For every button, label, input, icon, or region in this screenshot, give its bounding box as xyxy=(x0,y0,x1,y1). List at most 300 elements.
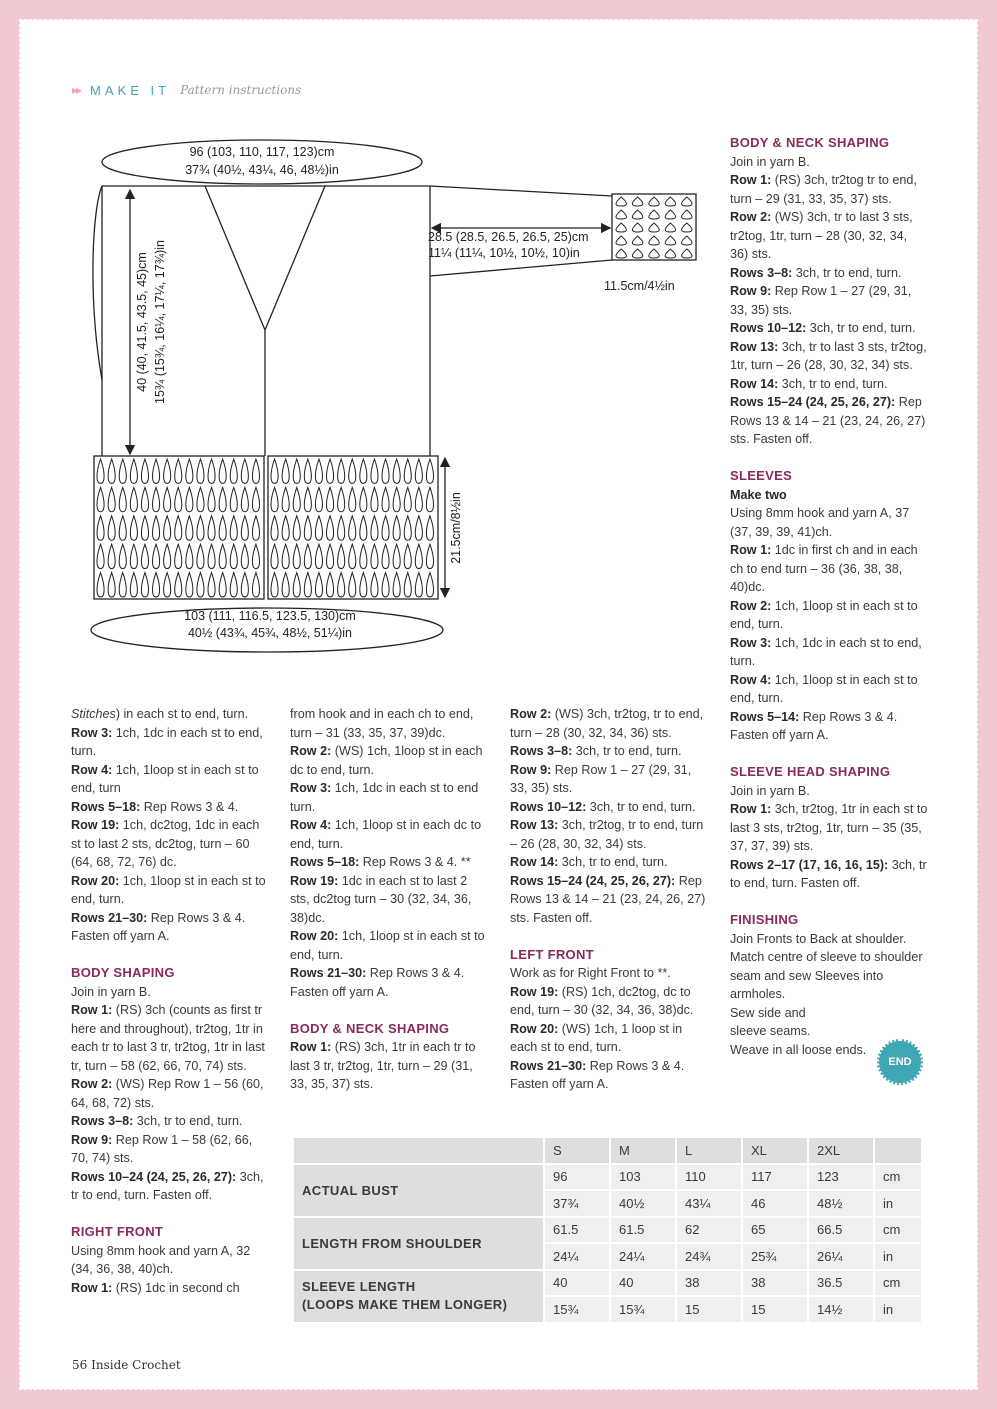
loop-stitch xyxy=(649,223,659,232)
arrow-icon: ▸▸ xyxy=(72,83,81,97)
loop-stitch xyxy=(415,459,422,483)
loop-stitch xyxy=(616,210,626,219)
loop-stitch xyxy=(338,459,345,483)
size-table xyxy=(292,1136,923,1324)
loop-stitch xyxy=(371,516,378,540)
loop-stitch xyxy=(426,487,433,511)
loop-stitch xyxy=(327,487,334,511)
loop-stitch xyxy=(175,516,182,540)
loop-stitch xyxy=(208,573,215,597)
loop-stitch xyxy=(252,516,259,540)
table-unit: cm xyxy=(874,1164,922,1191)
loop-stitch xyxy=(230,516,237,540)
table-unit: in xyxy=(874,1296,922,1323)
row-label: LENGTH FROM SHOULDER xyxy=(293,1217,544,1270)
loop-stitch xyxy=(616,249,626,258)
row-2: Row 2: (WS) Rep Row 1 – 56 (60, 64, 68, 72) sts. xyxy=(71,1077,264,1110)
loop-stitch xyxy=(97,544,104,568)
loop-stitch xyxy=(293,459,300,483)
side-drape xyxy=(93,186,102,380)
loop-stitch xyxy=(382,516,389,540)
row-19: Row 19: 1dc in each st to last 2 sts, dc2tog turn – 30 (32, 34, 36, 38)dc. xyxy=(290,873,472,925)
text-line: sleeve seams. xyxy=(730,1024,811,1038)
loop-stitch xyxy=(108,516,115,540)
loop-stitch xyxy=(682,236,692,245)
table-cell: 24¼ xyxy=(610,1243,676,1270)
loop-stitch xyxy=(632,197,642,206)
row-1: Row 1: 1dc in first ch and in each ch to end turn – 36 (36, 38, 38, 40)dc. xyxy=(730,543,918,594)
loop-stitch xyxy=(108,487,115,511)
loop-stitch xyxy=(119,544,126,568)
row-13: Row 13: 3ch, tr2tog, tr to end, turn – 26 (28, 30, 32, 34) sts. xyxy=(510,818,704,851)
loop-stitch xyxy=(404,487,411,511)
loop-stitch xyxy=(141,487,148,511)
loop-stitch xyxy=(164,516,171,540)
table-row xyxy=(293,1270,922,1297)
loop-stitch xyxy=(97,516,104,540)
loop-stitch xyxy=(186,544,193,568)
loop-stitch xyxy=(219,516,226,540)
text-line: Stitches) in each st to end, turn. xyxy=(71,707,249,721)
loop-stitch xyxy=(208,516,215,540)
row-4: Row 4: 1ch, 1loop st in each dc to end, turn. xyxy=(290,818,482,851)
row-1: Row 1: (RS) 3ch, tr2tog tr to end, turn – 29 (31, 33, 35, 37) sts. xyxy=(730,173,917,206)
loop-stitch xyxy=(175,573,182,597)
row-9: Row 9: Rep Row 1 – 27 (29, 31, 33, 35) sts. xyxy=(730,284,912,317)
table-cell: 110 xyxy=(676,1164,742,1191)
table-cell: 24¾ xyxy=(676,1243,742,1270)
loop-stitch xyxy=(119,516,126,540)
row-19: Row 19: (RS) 1ch, dc2tog, dc to end, turn – 30 (32, 34, 36, 38)dc. xyxy=(510,984,694,1017)
table-cell: 43¼ xyxy=(676,1190,742,1217)
loop-stitch xyxy=(271,544,278,568)
table-row xyxy=(293,1164,922,1191)
table-cell: 65 xyxy=(742,1217,808,1244)
loop-stitch xyxy=(304,487,311,511)
table-unit: in xyxy=(874,1243,922,1270)
table-unit: cm xyxy=(874,1270,922,1297)
row-13: Row 13: 3ch, tr to last 3 sts, tr2tog, 1tr, turn – 26 (28, 30, 32, 34) sts. xyxy=(730,339,927,372)
row-1: Row 1: (RS) 1dc in second ch xyxy=(71,1280,240,1295)
header-subtitle: Pattern instructions xyxy=(180,83,302,97)
table-cell: 123 xyxy=(808,1164,874,1191)
loop-stitch xyxy=(616,236,626,245)
loop-stitch xyxy=(665,223,675,232)
table-cell: 62 xyxy=(676,1217,742,1244)
row-20: Row 20: (WS) 1ch, 1 loop st in each st to end, turn. xyxy=(510,1021,683,1054)
sleeve-cm: 28.5 (28.5, 26.5, 26.5, 25)cm xyxy=(428,230,589,244)
rows-10-12: Rows 10–12: 3ch, tr to end, turn. xyxy=(510,799,696,814)
loop-stitch xyxy=(404,516,411,540)
loop-stitch xyxy=(153,544,160,568)
length-cm: 40 (40, 41.5, 43.5, 45)cm xyxy=(135,252,149,392)
loop-stitch xyxy=(230,544,237,568)
loop-stitch xyxy=(349,573,356,597)
loop-stitch xyxy=(164,573,171,597)
loop-stitch xyxy=(338,487,345,511)
length-in: 15¾ (15¾, 16¼, 17¼, 17¾)in xyxy=(153,239,167,405)
loop-stitch xyxy=(315,544,322,568)
loop-stitch xyxy=(327,459,334,483)
loop-stitch xyxy=(304,459,311,483)
page-header xyxy=(72,80,301,100)
loop-stitch xyxy=(304,573,311,597)
loop-stitch xyxy=(141,544,148,568)
rows-2-17: Rows 2–17 (17, 16, 16, 15): 3ch, tr to end, turn. Fasten off. xyxy=(730,857,927,890)
table-cell: 15¾ xyxy=(544,1296,610,1323)
loop-stitch xyxy=(219,487,226,511)
loop-stitch xyxy=(304,544,311,568)
row-20: Row 20: 1ch, 1loop st in each st to end, turn. xyxy=(71,873,266,906)
table-cell: 40½ xyxy=(610,1190,676,1217)
row-9: Row 9: Rep Row 1 – 58 (62, 66, 70, 74) sts. xyxy=(71,1132,253,1165)
row-1: Row 1: (RS) 3ch (counts as first tr here and throughout), tr2tog, 1tr in each tr to last 3 tr, tr2tog, 1tr in last tr, turn – 58 (62, 66, 70, 74) sts. xyxy=(71,1003,265,1073)
loop-stitch xyxy=(119,459,126,483)
row-1: Row 1: (RS) 3ch, 1tr in each tr to last 3 tr, tr2tog, 1tr, turn – 29 (31, 33, 35, 37) sts. xyxy=(290,1040,476,1091)
loop-stitch xyxy=(293,487,300,511)
section-heading: LEFT FRONT xyxy=(510,946,594,962)
row-2: Row 2: (WS) 3ch, tr2tog, tr to end, turn – 28 (30, 32, 34, 36) sts. xyxy=(510,707,704,740)
table-cell: 24¼ xyxy=(544,1243,610,1270)
loop-stitch xyxy=(649,236,659,245)
loop-stitch xyxy=(208,487,215,511)
loop-stitch xyxy=(153,516,160,540)
loop-stitch xyxy=(665,236,675,245)
row-20: Row 20: 1ch, 1loop st in each st to end, turn. xyxy=(290,929,485,962)
text-line: Join in yarn B. xyxy=(730,783,810,798)
rows-5-14: Rows 5–14: Rep Rows 3 & 4. Fasten off yarn A. xyxy=(730,709,898,742)
cuff-loops xyxy=(616,197,692,258)
loop-stitch xyxy=(252,544,259,568)
rows-3-8: Rows 3–8: 3ch, tr to end, turn. xyxy=(71,1114,243,1128)
loop-stitch xyxy=(130,516,137,540)
loop-stitch xyxy=(282,487,289,511)
loop-stitch xyxy=(219,573,226,597)
loop-stitch xyxy=(230,487,237,511)
text-line: Sew side and xyxy=(730,1005,806,1020)
table-cell: 14½ xyxy=(808,1296,874,1323)
end-badge: END xyxy=(877,1039,923,1085)
row-14: Row 14: 3ch, tr to end, turn. xyxy=(510,855,668,869)
body-outline xyxy=(102,186,430,456)
text-line: Join Fronts to Back at shoulder. Match centre of sleeve to shoulder seam and sew Sleeves into armholes. xyxy=(730,931,923,1001)
loop-stitch xyxy=(404,544,411,568)
loop-stitch xyxy=(282,459,289,483)
loop-stitch xyxy=(219,544,226,568)
loop-stitch xyxy=(632,249,642,258)
text-line: Make two xyxy=(730,487,787,502)
loop-stitch xyxy=(682,210,692,219)
table-cell: 40 xyxy=(610,1270,676,1297)
bottom-width-in: 40½ (43¾, 45¾, 48½, 51¼)in xyxy=(187,626,353,640)
loop-stitch xyxy=(616,223,626,232)
loop-stitch xyxy=(108,573,115,597)
loop-stitch xyxy=(426,459,433,483)
rows-21-30: Rows 21–30: Rep Rows 3 & 4. Fasten off yarn A. xyxy=(290,966,465,999)
loop-stitch xyxy=(415,516,422,540)
top-width-in: 37¾ (40½, 43¼, 46, 48½)in xyxy=(185,163,339,177)
page-footer xyxy=(72,1358,181,1372)
loop-stitch xyxy=(130,459,137,483)
header-title: MAKE IT xyxy=(90,82,171,98)
loop-stitch xyxy=(141,516,148,540)
loop-stitch xyxy=(349,459,356,483)
row-14: Row 14: 3ch, tr to end, turn. xyxy=(730,376,888,391)
loop-stitch xyxy=(271,573,278,597)
loop-stitch xyxy=(153,459,160,483)
loop-stitch xyxy=(415,573,422,597)
table-header: L xyxy=(676,1137,742,1164)
loop-stitch xyxy=(130,544,137,568)
loop-stitch xyxy=(230,573,237,597)
row-1: Row 1: 3ch, tr2tog, 1tr in each st to last 3 sts, tr2tog, 1tr, turn – 35 (35, 37, 37, 39) sts. xyxy=(730,802,928,853)
table-header-row xyxy=(293,1137,922,1164)
loop-stitch xyxy=(241,459,248,483)
loop-stitch xyxy=(304,516,311,540)
loop-stitch xyxy=(382,459,389,483)
column-3 xyxy=(510,705,706,1094)
loop-stitch xyxy=(197,487,204,511)
page-number: 56 xyxy=(72,1358,88,1372)
loop-stitch xyxy=(282,516,289,540)
loop-stitch xyxy=(108,544,115,568)
loop-stitch xyxy=(415,487,422,511)
loop-stitch xyxy=(360,516,367,540)
loop-stitch xyxy=(186,459,193,483)
loop-stitch xyxy=(338,516,345,540)
loop-stitch xyxy=(241,516,248,540)
loop-stitch xyxy=(208,544,215,568)
loop-stitch xyxy=(219,459,226,483)
table-cell: 38 xyxy=(742,1270,808,1297)
table-row xyxy=(293,1217,922,1244)
loop-stitch xyxy=(327,573,334,597)
section-heading: SLEEVE HEAD SHAPING xyxy=(730,764,891,779)
text-line: Using 8mm hook and yarn A, 32 (34, 36, 38, 40)ch. xyxy=(71,1243,251,1276)
table-cell: 37¾ xyxy=(544,1190,610,1217)
loop-stitch xyxy=(282,573,289,597)
loop-stitch xyxy=(382,487,389,511)
table-cell: 96 xyxy=(544,1164,610,1191)
loop-stitch xyxy=(97,573,104,597)
row-3: Row 3: 1ch, 1dc in each st to end, turn. xyxy=(730,635,922,668)
loop-stitch xyxy=(186,573,193,597)
table-header: XL xyxy=(742,1137,808,1164)
loop-stitch xyxy=(164,459,171,483)
section-heading: BODY SHAPING xyxy=(71,965,175,980)
section-heading: SLEEVES xyxy=(730,468,793,483)
text-line: Weave in all loose ends. xyxy=(730,1042,867,1057)
column-4 xyxy=(730,134,928,1059)
loop-stitch xyxy=(360,459,367,483)
loop-stitch xyxy=(665,249,675,258)
loop-stitch xyxy=(649,210,659,219)
loop-stitch xyxy=(349,544,356,568)
loop-stitch xyxy=(252,573,259,597)
loop-stitch xyxy=(141,459,148,483)
loop-stitch xyxy=(393,544,400,568)
loop-stitch xyxy=(197,544,204,568)
table-cell: 15 xyxy=(742,1296,808,1323)
row-9: Row 9: Rep Row 1 – 27 (29, 31, 33, 35) sts. xyxy=(510,762,692,795)
loop-stitch xyxy=(186,487,193,511)
sleeve-in: 11¼ (11¼, 10½, 10½, 10)in xyxy=(428,246,580,260)
loop-stitch xyxy=(293,573,300,597)
row-19: Row 19: 1ch, dc2tog, 1dc in each st to last 2 sts, dc2tog, turn – 60 (64, 68, 72, 76) dc. xyxy=(71,818,260,869)
table-cell: 117 xyxy=(742,1164,808,1191)
table-cell: 103 xyxy=(610,1164,676,1191)
table-header: 2XL xyxy=(808,1137,874,1164)
loop-stitch xyxy=(186,516,193,540)
loop-stitch xyxy=(393,459,400,483)
bottom-width-cm: 103 (111, 116.5, 123.5, 130)cm xyxy=(184,609,356,623)
loop-stitch xyxy=(371,573,378,597)
loop-stitch xyxy=(252,487,259,511)
loop-stitch xyxy=(315,516,322,540)
neck-v xyxy=(205,186,325,456)
loop-stitch xyxy=(371,459,378,483)
section-heading: BODY & NECK SHAPING xyxy=(290,1020,450,1036)
loop-stitch xyxy=(271,516,278,540)
loop-stitch xyxy=(682,249,692,258)
loop-stitch xyxy=(415,544,422,568)
loop-stitch xyxy=(426,573,433,597)
loop-stitch xyxy=(649,197,659,206)
table-header: S xyxy=(544,1137,610,1164)
loop-stitch xyxy=(327,544,334,568)
table-header-unit xyxy=(874,1137,922,1164)
loop-stitch xyxy=(230,459,237,483)
table-corner xyxy=(293,1137,544,1164)
rows-10-12: Rows 10–12: 3ch, tr to end, turn. xyxy=(730,321,916,335)
loop-stitch xyxy=(252,459,259,483)
loop-stitch xyxy=(426,516,433,540)
loop-stitch xyxy=(315,573,322,597)
loop-stitch xyxy=(632,223,642,232)
table-cell: 66.5 xyxy=(808,1217,874,1244)
rows-5-18: Rows 5–18: Rep Rows 3 & 4. xyxy=(71,799,239,814)
row-4: Row 4: 1ch, 1loop st in each st to end, turn xyxy=(71,762,259,795)
text-line: Join in yarn B. xyxy=(730,154,810,169)
loop-stitch xyxy=(649,249,659,258)
table-cell: 15 xyxy=(676,1296,742,1323)
loop-stitch xyxy=(197,516,204,540)
table-cell: 40 xyxy=(544,1270,610,1297)
table-cell: 46 xyxy=(742,1190,808,1217)
loop-stitch xyxy=(130,573,137,597)
loop-stitch xyxy=(682,197,692,206)
loop-stitch xyxy=(153,487,160,511)
loop-stitch xyxy=(682,223,692,232)
loop-stitch xyxy=(382,544,389,568)
row-label: ACTUAL BUST xyxy=(293,1164,544,1217)
text-line: Using 8mm hook and yarn A, 37 (37, 39, 39, 41)ch. xyxy=(730,506,910,539)
loop-stitch xyxy=(632,210,642,219)
row-3: Row 3: 1ch, 1dc in each st to end, turn. xyxy=(71,725,263,758)
rows-15-24: Rows 15–24 (24, 25, 26, 27): Rep Rows 13 & 14 – 21 (23, 24, 26, 27) sts. Fasten off. xyxy=(730,395,926,446)
loop-stitch xyxy=(393,573,400,597)
row-3: Row 3: 1ch, 1dc in each st to end turn. xyxy=(290,781,479,814)
cuff-label: 11.5cm/4½in xyxy=(604,279,675,293)
table-cell: 15¾ xyxy=(610,1296,676,1323)
schematic-diagram xyxy=(84,138,724,658)
text-line: Join in yarn B. xyxy=(71,984,151,999)
table-cell: 25¾ xyxy=(742,1243,808,1270)
text-line: from hook and in each ch to end, turn – 31 (33, 35, 37, 39)dc. xyxy=(290,707,474,740)
rows-21-30: Rows 21–30: Rep Rows 3 & 4. Fasten off yarn A. xyxy=(510,1058,685,1091)
column-2 xyxy=(290,705,486,1094)
section-heading: FINISHING xyxy=(730,912,799,927)
hem-depth: 21.5cm/8½in xyxy=(449,492,463,564)
table-unit: cm xyxy=(874,1217,922,1244)
loop-stitch xyxy=(360,573,367,597)
loop-stitch xyxy=(175,544,182,568)
loop-stitch xyxy=(130,487,137,511)
loop-stitch xyxy=(293,544,300,568)
loop-stitch xyxy=(208,459,215,483)
table-cell: 61.5 xyxy=(610,1217,676,1244)
table-cell: 48½ xyxy=(808,1190,874,1217)
loop-stitch xyxy=(338,544,345,568)
loop-stitch xyxy=(338,573,345,597)
loop-stitch xyxy=(164,544,171,568)
loop-stitch xyxy=(616,197,626,206)
loop-stitch xyxy=(153,573,160,597)
rows-5-18: Rows 5–18: Rep Rows 3 & 4. ** xyxy=(290,855,471,869)
loop-stitch xyxy=(271,459,278,483)
loop-stitch xyxy=(197,459,204,483)
loop-stitch xyxy=(665,210,675,219)
rows-10-24: Rows 10–24 (24, 25, 26, 27): 3ch, tr to end, turn. Fasten off. xyxy=(71,1169,264,1202)
loop-stitch xyxy=(164,487,171,511)
loop-stitch xyxy=(360,487,367,511)
loop-stitch xyxy=(349,516,356,540)
loop-stitch xyxy=(119,487,126,511)
loop-stitch xyxy=(382,573,389,597)
table-cell: 36.5 xyxy=(808,1270,874,1297)
row-2: Row 2: 1ch, 1loop st in each st to end, turn. xyxy=(730,598,918,631)
row-2: Row 2: (WS) 1ch, 1loop st in each dc to end, turn. xyxy=(290,744,483,777)
row-4: Row 4: 1ch, 1loop st in each st to end, turn. xyxy=(730,672,918,705)
loop-stitch xyxy=(175,487,182,511)
loop-stitch xyxy=(293,516,300,540)
loop-stitch xyxy=(241,544,248,568)
table-cell: 26¼ xyxy=(808,1243,874,1270)
rows-3-8: Rows 3–8: 3ch, tr to end, turn. xyxy=(510,744,682,758)
loop-stitch xyxy=(315,487,322,511)
loop-stitch xyxy=(665,197,675,206)
loop-stitch xyxy=(349,487,356,511)
loop-stitch xyxy=(360,544,367,568)
loop-stitch xyxy=(315,459,322,483)
table-header: M xyxy=(610,1137,676,1164)
table-unit: in xyxy=(874,1190,922,1217)
loop-stitch xyxy=(371,487,378,511)
section-heading: RIGHT FRONT xyxy=(71,1224,164,1239)
loop-stitch xyxy=(632,236,642,245)
rows-15-24: Rows 15–24 (24, 25, 26, 27): Rep Rows 13 & 14 – 21 (23, 24, 26, 27) sts. Fasten off. xyxy=(510,873,706,925)
loop-stitch xyxy=(282,544,289,568)
rows-21-30: Rows 21–30: Rep Rows 3 & 4. Fasten off yarn A. xyxy=(71,910,246,943)
rows-3-8: Rows 3–8: 3ch, tr to end, turn. xyxy=(730,265,902,280)
magazine-name: Inside Crochet xyxy=(91,1358,181,1372)
loop-stitch xyxy=(197,573,204,597)
loop-stitch xyxy=(241,487,248,511)
hem-loops xyxy=(97,459,433,597)
row-2: Row 2: (WS) 3ch, tr to last 3 sts, tr2tog, 1tr, turn – 28 (30, 32, 34, 36) sts. xyxy=(730,210,913,261)
top-width-cm: 96 (103, 110, 117, 123)cm xyxy=(189,145,335,159)
loop-stitch xyxy=(241,573,248,597)
